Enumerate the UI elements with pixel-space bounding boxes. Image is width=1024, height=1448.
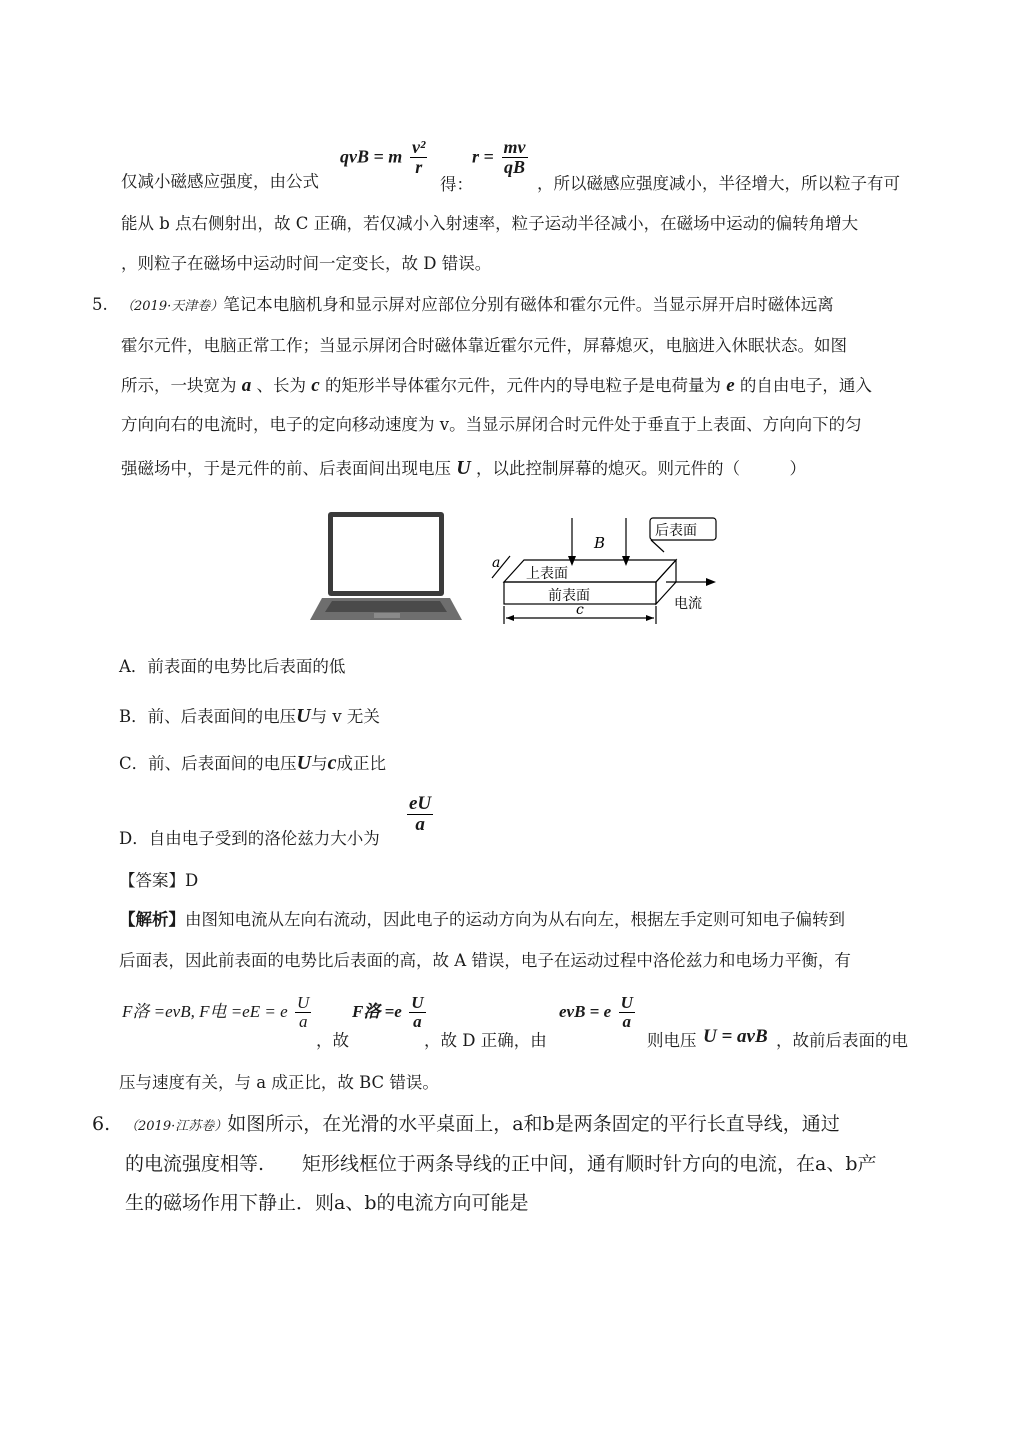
analysis-line-2: 后面表，因此前表面的电势比后表面的高，故 A 错误，电子在运动过程中洛伦兹力和电场力平衡，有 [119, 951, 851, 970]
analysis-line-3c: 则电压 [647, 1031, 697, 1050]
equation-forces: F洛 =evB, F电 =eE = e $\frac{U}{a}$ [122, 993, 310, 1031]
prev-line-2: 能从 b 点右侧射出，故 C 正确，若仅减小入射速率，粒子运动半径减小，在磁场中运动的偏转角增大 [121, 214, 859, 233]
q5-source: （2019·天津卷） [121, 299, 224, 314]
field-arrow-left-head [568, 556, 576, 566]
analysis-line-3b: ，故 D 正确，由 [424, 1031, 547, 1050]
label-current: 电流 [674, 596, 702, 612]
formula-fraction: $\frac{U}{a}$ [411, 993, 424, 1031]
q6-line-1: （2019·江苏卷）如图所示，在光滑的水平桌面上，a和b是两条固定的平行长直导线，通过 [125, 1113, 840, 1135]
laptop-keyboard [325, 601, 447, 612]
equation-voltage: U = avB [703, 1026, 768, 1047]
formula-fraction: $\frac{U}{a}$ [297, 993, 310, 1031]
q6-line-2: 的电流强度相等. 矩形线框位于两条导线的正中间，通有顺时针方向的电流，在a、b产 [125, 1153, 877, 1175]
formula-fraction: $\frac{eU}{a}$ [409, 793, 432, 835]
label-top-face: 上表面 [526, 566, 568, 582]
q6-number: 6. [92, 1113, 111, 1135]
q5-line-3: 所示，一块宽为 a 、长为 c 的矩形半导体霍尔元件，元件内的导电粒子是电荷量为 e 的自由电子，通入 [121, 375, 872, 396]
formula-fraction: $\frac{\text{v²}}{r}$ [412, 137, 426, 177]
analysis-line-4: 压与速度有关，与 a 成正比，故 BC 错误。 [119, 1073, 439, 1092]
q5-line-4: 方向向右的电流时，电子的定向移动速度为 v。当显示屏闭合时元件处于垂直于上表面、方向向下的匀 [121, 415, 862, 434]
analysis-line-1: 【解析】由图知电流从左向右流动，因此电子的运动方向为从右向左，根据左手定则可知电子偏转到 [119, 910, 845, 929]
option-b: B．前、后表面间的电压U与 v 无关 [119, 705, 380, 727]
option-a: A．前表面的电势比后表面的低 [119, 657, 346, 676]
label-c: c [576, 602, 584, 618]
back-face-leader [651, 540, 664, 552]
prev-de: 得： [440, 175, 473, 194]
hall-element-diagram [486, 512, 726, 630]
formula-fraction: $\frac{mv}{qB}$ [503, 137, 526, 177]
equation-lorentz: F洛 =e $\frac{U}{a}$ [352, 993, 424, 1031]
current-arrow-head [706, 578, 716, 586]
formula-r: r = $\frac{mv}{qB}$ [472, 137, 526, 177]
q5-line-2: 霍尔元件，电脑正常工作；当显示屏闭合时磁体靠近霍尔元件，屏幕熄灭，电脑进入休眠状态。如图 [121, 336, 847, 355]
option-c: C．前、后表面间的电压U与c成正比 [119, 752, 386, 774]
option-d: D．自由电子受到的洛伦兹力大小为 [119, 829, 380, 848]
field-arrow-right-head [622, 556, 630, 566]
analysis-line-3d: ，故前后表面的电 [776, 1031, 908, 1050]
prev-line-3: ，则粒子在磁场中运动时间一定变长，故 D 错误。 [121, 254, 492, 273]
laptop-screen [333, 517, 439, 591]
dimension-c-arrow-left [506, 615, 514, 621]
laptop-illustration [308, 508, 468, 624]
dimension-c-arrow-right [646, 615, 654, 621]
analysis-line-3a: ，故 [316, 1031, 349, 1050]
label-a: a [492, 555, 501, 571]
equation-balance: evB = e $\frac{U}{a}$ [559, 993, 633, 1031]
q5-number: 5. [92, 295, 108, 314]
laptop-touchpad [374, 613, 400, 618]
q6-source: （2019·江苏卷） [125, 1119, 228, 1134]
q5-line-1: （2019·天津卷）笔记本电脑机身和显示屏对应部位分别有磁体和霍尔元件。当显示屏开启时磁体远离 [121, 295, 834, 314]
q6-line-3: 生的磁场作用下静止．则a、b的电流方向可能是 [125, 1192, 529, 1214]
label-back-face: 后表面 [655, 523, 697, 539]
answer: 【答案】D [119, 871, 199, 890]
q5-line-5: 强磁场中，于是元件的前、后表面间出现电压 U ，以此控制屏幕的熄灭。则元件的（ ） [121, 457, 806, 479]
prev-line-1: 仅减小磁感应强度，由公式 [121, 172, 319, 191]
formula-fraction: $\frac{U}{a}$ [620, 993, 633, 1031]
option-d-formula [405, 794, 435, 835]
prev-line-1b: ，所以磁感应强度减小，半径增大，所以粒子有可 [537, 174, 900, 193]
formula-qvb: qvB = m $\frac{\text{v²}}{r}$ [340, 137, 426, 177]
label-b: B [594, 534, 606, 552]
label-front-face: 前表面 [548, 588, 590, 604]
